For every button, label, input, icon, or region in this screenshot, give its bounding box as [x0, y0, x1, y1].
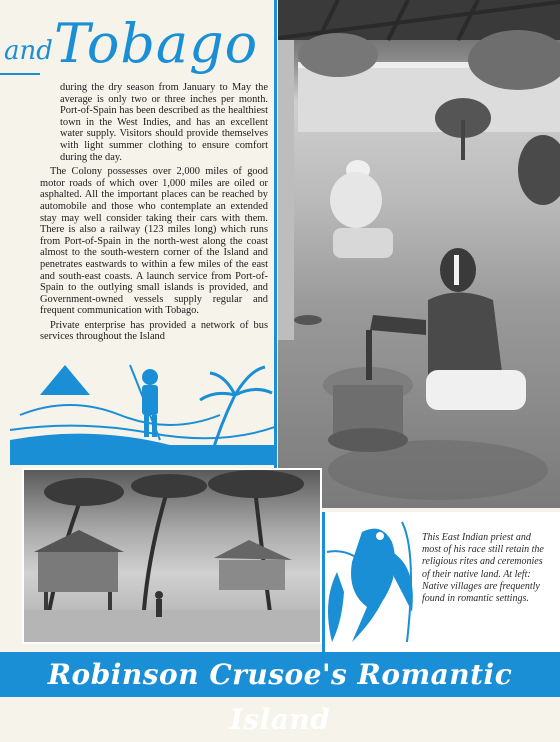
photo-priest-drawing	[278, 0, 560, 508]
bottom-banner: Robinson Crusoe's Romantic Island	[0, 652, 560, 697]
paragraph-1: during the dry season from January to May the average is only two or three inches per month. Port-of-Spain has been described as the healthiest town in the West Indies, and has an excellent water supply. Visitors should provide themselves with light summer clothing to ensure comfort during the day.	[60, 82, 268, 163]
beach-illustration-drawing	[10, 355, 275, 465]
title-main: Tobago	[54, 12, 259, 75]
photo-village-drawing	[24, 470, 320, 642]
title-prefix: and	[4, 36, 53, 66]
paragraph-3: Private enterprise has provided a network of bus services throughout the Island	[40, 319, 268, 343]
beach-illustration	[10, 355, 275, 465]
frame-line-top	[0, 73, 40, 75]
photo-village	[22, 468, 322, 644]
photo-caption: This East Indian priest and most of his race still retain the religious rites and ceremonies of their native land. At left: Native villages are frequently found in romantic settings.	[422, 532, 544, 605]
page-title	[0, 10, 275, 80]
paragraph-2: The Colony possesses over 2,000 miles of good motor roads of which over 1,000 miles are oiled or asphalted. All the important places can be reached by automobile and those who contemplate an extended stay may well consider taking their cars with them. There is also a railway (123 miles long) which runs from Port-of-Spain in the north-west along the coast almost to the south-western corner of the Island and penetrates eastwards to within a few miles of the east and south-east coasts. A launch service from Port-of-Spain to the outlying small islands is provided, and Government-owned vessels supply regular and frequent communication with Tobago.	[40, 166, 268, 317]
body-text	[40, 82, 268, 346]
photo-priest	[278, 0, 560, 508]
